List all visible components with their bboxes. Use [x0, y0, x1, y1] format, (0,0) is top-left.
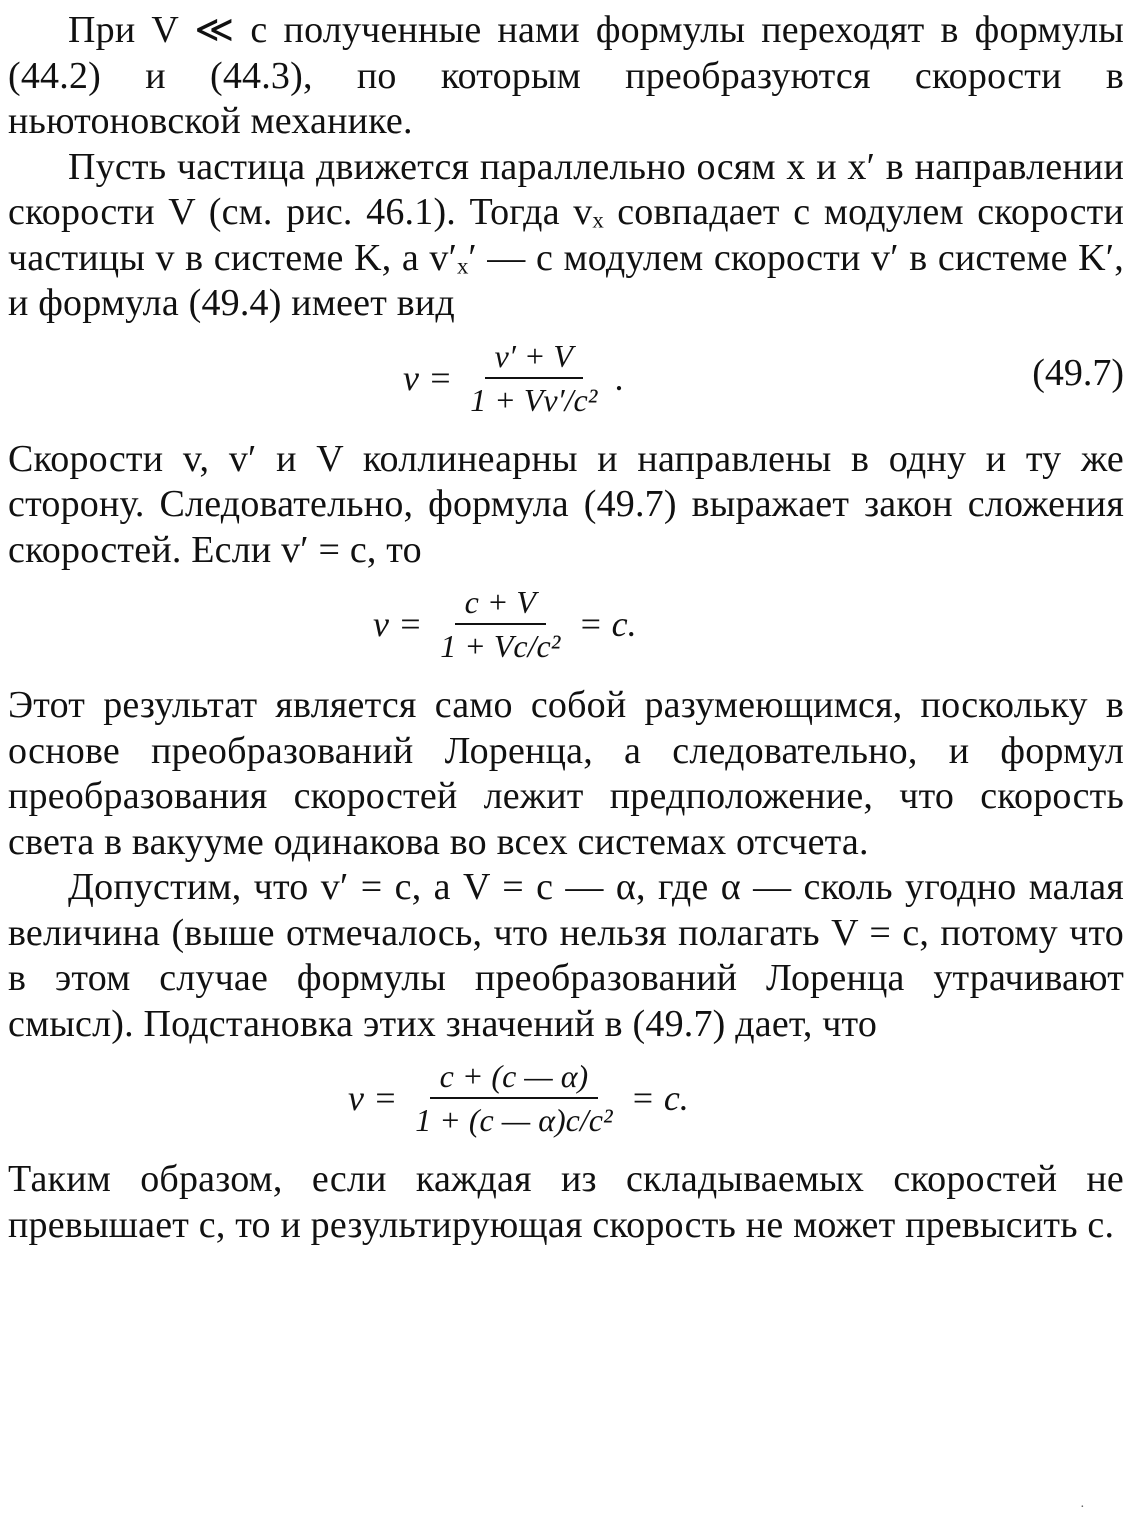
scan-speck: ·	[1080, 1500, 1085, 1515]
equation-number: (49.7)	[1032, 351, 1124, 394]
equation-2-lhs: v =	[373, 604, 423, 644]
equation-v-prime-equals-c	[8, 573, 1124, 683]
equation-49-7-body	[403, 337, 624, 419]
equation-49-7-denominator: 1 + Vv′/c²	[470, 381, 598, 418]
equation-alpha-substitution	[8, 1047, 1124, 1157]
paragraph-4: Этот результат является само собой разумеющимся, поскольку в основе преобразований Лоренца, а следовательно, и формул преобразования скоростей лежит предположение, что скорость света в вакууме одинакова во всех системах отсчета.	[8, 684, 1124, 863]
paragraph-1: При V ≪ c полученные нами формулы переходят в формулы (44.2) и (44.3), по которым преобразуются скорости в ньютоновской механике.	[8, 9, 1124, 142]
equation-49-7	[8, 327, 1124, 437]
document-page	[8, 8, 1124, 1248]
equation-2-denominator: 1 + Vc/c²	[440, 628, 561, 664]
equation-3-denominator: 1 + (c — α)c/c²	[415, 1102, 613, 1138]
equation-3-lhs: v =	[348, 1078, 398, 1118]
equation-49-7-numerator: v′ + V	[485, 337, 583, 379]
equation-2-rhs: = c.	[578, 604, 637, 644]
equation-3-rhs: = c.	[630, 1078, 689, 1118]
paragraph-5: Допустим, что v′ = c, а V = c — α, где α — сколь угодно малая величина (выше отмечалось, что нельзя полагать V = c, потому что в этом случае формулы преобразований Лоренца утрачивают смысл). Подстановка этих значений в (49.7) дает, что	[8, 866, 1124, 1045]
paragraph-3: Скорости v, v′ и V коллинеарны и направлены в одну и ту же сторону. Следовательно, формула (49.7) выражает закон сложения скоростей. Если v′ = c, то	[8, 437, 1124, 571]
equation-49-7-fraction	[460, 337, 607, 419]
equation-alpha-substitution-body	[348, 1057, 689, 1139]
paragraph-2: Пусть частица движется параллельно осям x и x′ в направлении скорости V (см. рис. 46.1). Тогда vₓ совпадает с модулем скорости частицы v в системе K, а v′ₓ′ — с модулем скорости v′ в системе K′, и формула (49.4) имеет вид	[8, 145, 1124, 324]
equation-3-fraction	[405, 1057, 622, 1139]
equation-49-7-lhs: v =	[403, 357, 453, 398]
equation-49-7-rhs: .	[615, 357, 625, 398]
paragraph-6: Таким образом, если каждая из складываемых скоростей не превышает c, то и результирующая скорость не может превысить c.	[8, 1158, 1124, 1246]
equation-v-prime-equals-c-body	[373, 583, 637, 665]
equation-2-numerator: c + V	[455, 583, 546, 625]
equation-3-numerator: c + (c — α)	[430, 1057, 599, 1099]
equation-2-fraction	[430, 583, 570, 665]
